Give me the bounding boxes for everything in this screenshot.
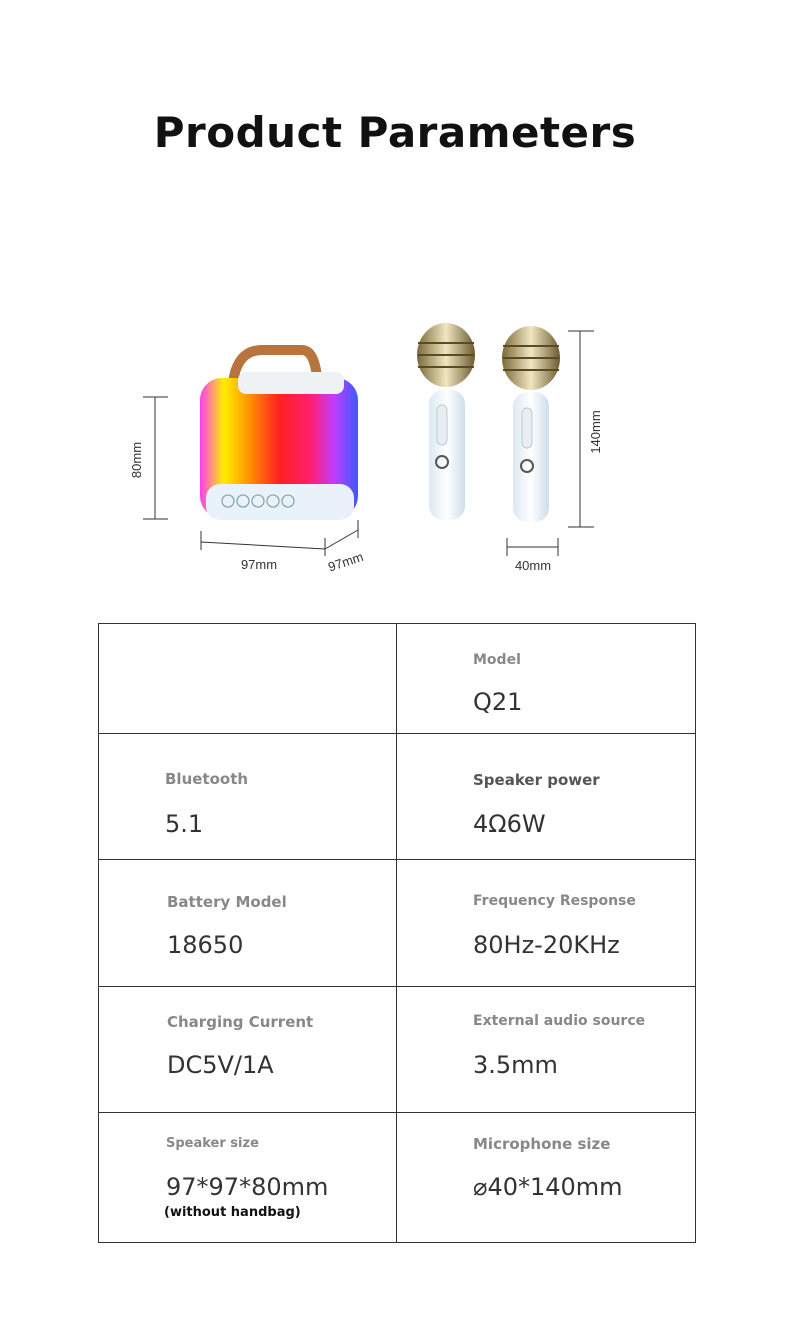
param-value: Q21 [473,688,523,716]
table-row [99,1113,696,1243]
table-row [99,860,696,987]
table-row [99,624,696,734]
param-note: (without handbag) [164,1205,301,1220]
param-value: 97*97*80mm [166,1173,329,1201]
product-illustration [0,300,790,600]
table-cell-battery-model [99,860,397,987]
table-cell-empty [99,624,397,734]
table-row [99,734,696,860]
table-cell-model [397,624,696,734]
mic-diameter-label: 40mm [514,558,552,573]
param-label: Model [473,652,521,668]
table-cell-external-audio [397,987,696,1113]
param-label: Bluetooth [165,770,249,788]
table-row [99,987,696,1113]
table-cell-speaker-power [397,734,696,860]
table-cell-speaker-size [99,1113,397,1243]
param-value: ⌀40*140mm [473,1173,623,1201]
table-cell-charging-current [99,987,397,1113]
table-cell-frequency-response [397,860,696,987]
table-cell-bluetooth [99,734,397,860]
speaker-depth-label: 97mm [326,549,366,575]
param-value: 4Ω6W [473,810,546,838]
param-label: Speaker size [166,1136,259,1151]
param-label: External audio source [473,1013,646,1029]
param-label: Microphone size [473,1135,611,1153]
param-label: Frequency Response [473,893,636,909]
speaker-image [200,350,358,520]
param-value: 80Hz-20KHz [473,931,620,959]
param-label: Battery Model [167,893,287,911]
speaker-height-label: 80mm [129,441,144,479]
param-value: DC5V/1A [167,1051,274,1079]
parameters-table [98,623,696,1243]
param-label: Speaker power [473,771,600,789]
param-value: 18650 [167,931,244,959]
param-value: 5.1 [165,810,204,838]
microphone-image-1 [417,323,475,520]
param-value: 3.5mm [473,1051,558,1079]
mic-length-label: 140mm [588,410,603,454]
table-cell-microphone-size [397,1113,696,1243]
microphone-image-2 [502,326,560,522]
speaker-width-label: 97mm [240,557,278,572]
param-label: Charging Current [167,1013,314,1031]
page-title: Product Parameters [153,108,637,157]
